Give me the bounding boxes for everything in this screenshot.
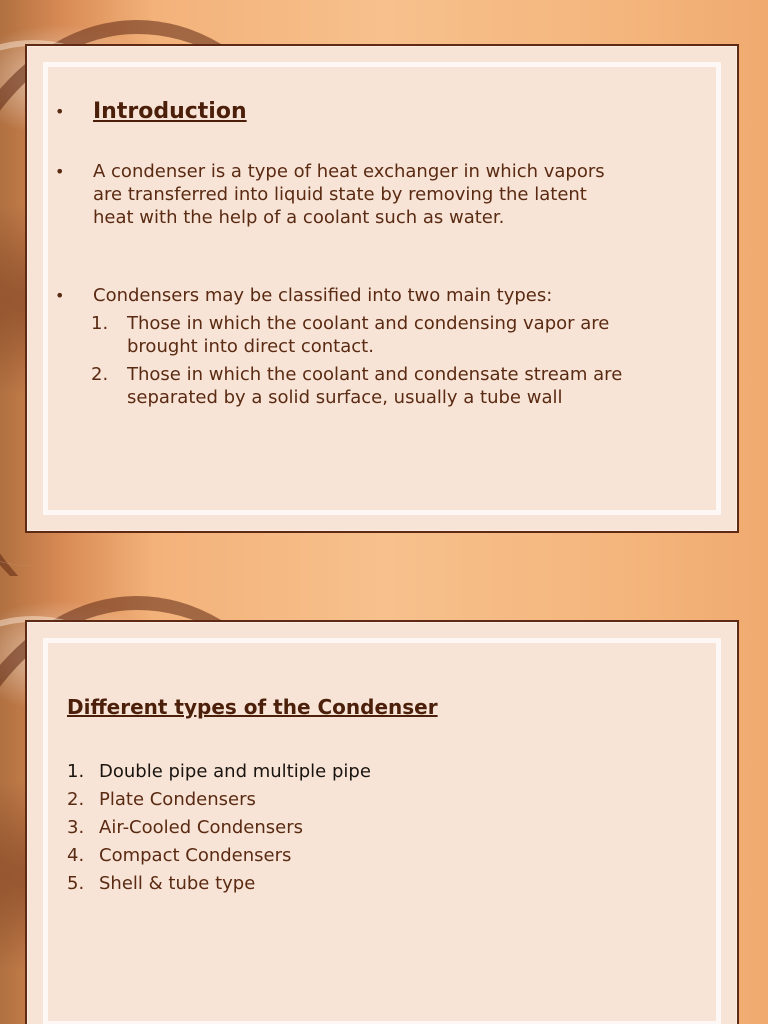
list-number: 5.	[67, 873, 85, 894]
list-number: 2.	[67, 789, 85, 810]
list-item	[67, 788, 256, 811]
bullet-icon: •	[55, 286, 65, 305]
list-text: Shell & tube type	[99, 873, 256, 894]
content-card	[25, 620, 739, 1024]
classification-intro: Condensers may be classified into two main types:	[93, 285, 553, 306]
list-item	[67, 816, 303, 839]
heading-row	[55, 100, 695, 123]
list-item	[67, 760, 371, 783]
list-item	[91, 312, 651, 358]
heading-row	[67, 696, 438, 720]
bullet-icon: •	[55, 102, 65, 121]
list-number: 2.	[91, 364, 109, 385]
list-item	[67, 872, 255, 895]
content-card	[25, 44, 739, 533]
list-text: Those in which the coolant and condensate stream are separated by a solid surface, usually a tube wall	[127, 364, 623, 408]
list-number: 1.	[67, 761, 85, 782]
list-text: Double pipe and multiple pipe	[99, 761, 371, 782]
list-number: 1.	[91, 313, 109, 334]
list-text: Those in which the coolant and condensing vapor are brought into direct contact.	[127, 313, 610, 357]
list-item	[67, 844, 291, 867]
list-text: Compact Condensers	[99, 845, 292, 866]
slide-condenser-types	[0, 576, 768, 1024]
bullet-icon: •	[55, 162, 65, 181]
list-number: 3.	[67, 817, 85, 838]
slide-heading: Introduction	[93, 99, 247, 124]
definition-row	[55, 160, 615, 229]
classification-row	[55, 284, 675, 307]
list-item	[91, 363, 651, 409]
list-text: Plate Condensers	[99, 789, 256, 810]
slide-heading: Different types of the Condenser	[67, 695, 438, 719]
list-number: 4.	[67, 845, 85, 866]
definition-text: A condenser is a type of heat exchanger in which vapors are transferred into liquid state by removing the latent heat with the help of a coolant such as water.	[93, 161, 605, 228]
list-text: Air-Cooled Condensers	[99, 817, 304, 838]
